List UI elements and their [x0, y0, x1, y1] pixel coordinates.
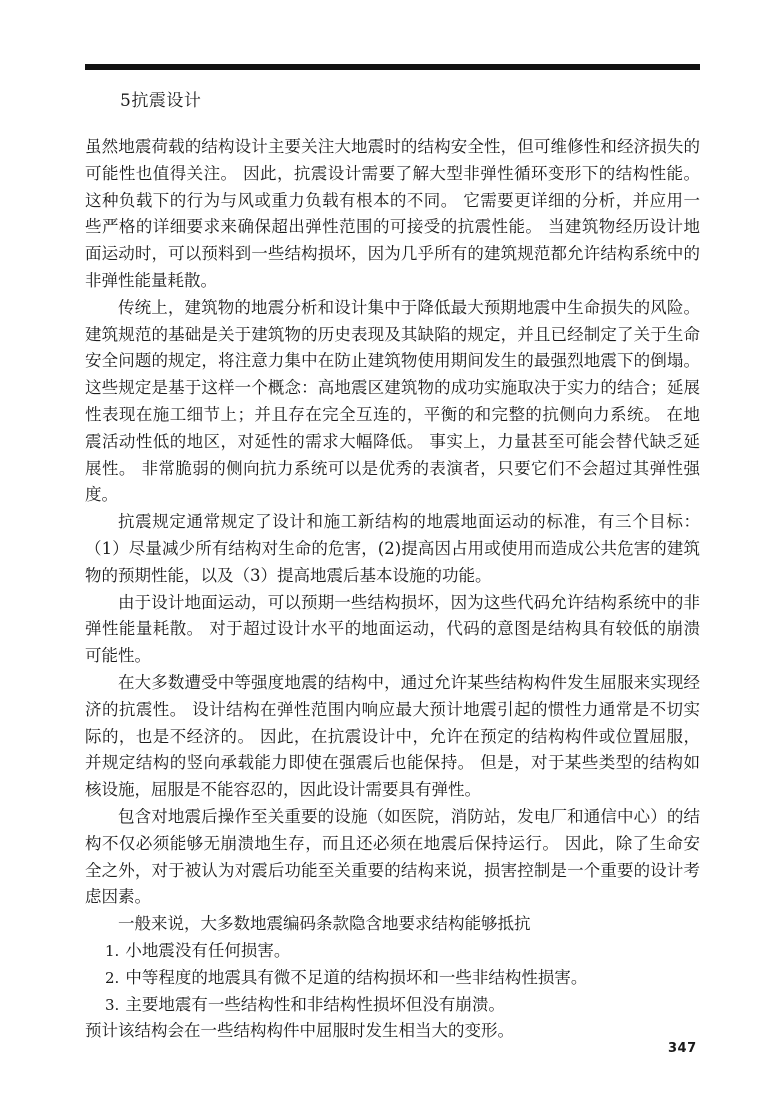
section-heading: 5抗震设计	[120, 91, 202, 111]
top-rule	[85, 64, 700, 70]
body-text	[85, 134, 700, 1045]
paragraph-6: 包含对地震后操作至关重要的设施（如医院，消防站，发电厂和通信中心）的结构不仅必须能够无崩溃地生存，而且还必须在地震后保持运行。 因此，除了生命安全之外，对于被认为对震后功能至关重要的结构来说，损害控制是一个重要的设计考虑因素。	[85, 806, 700, 907]
closing-paragraph: 预计该结构会在一些结构构件中屈服时发生相当大的变形。	[85, 1021, 514, 1041]
list-item	[105, 938, 700, 965]
page-number: 347	[668, 1041, 697, 1056]
list-item	[105, 965, 700, 992]
paragraph-7: 一般来说，大多数地震编码条款隐含地要求结构能够抵抗	[118, 914, 531, 934]
paragraph-4: 由于设计地面运动，可以预期一些结构损坏，因为这些代码允许结构系统中的非弹性能量耗散。 对于超过设计水平的地面运动，代码的意图是结构具有较低的崩溃可能性。	[85, 592, 700, 666]
paragraph-5: 在大多数遭受中等强度地震的结构中，通过允许某些结构构件发生屈服来实现经济的抗震性。 设计结构在弹性范围内响应最大预计地震引起的惯性力通常是不切实际的，也是不经济的。 因此，在抗震设计中，允许在预定的结构构件或位置屈服，并规定结构的竖向承载能力即使在强震后也能保持。 但是，对于某些类型的结构如核设施，屈服是不能容忍的，因此设计需要具有弹性。	[85, 672, 700, 800]
paragraph-3: 抗震规定通常规定了设计和施工新结构的地震地面运动的标准，有三个目标：（1）尽量减少所有结构对生命的危害，(2)提高因占用或使用而造成公共危害的建筑物的预期性能，以及（3）提高地震后基本设施的功能。	[85, 512, 700, 585]
list-item-text: 主要地震有一些结构性和非结构性损坏但没有崩溃。	[125, 994, 505, 1014]
paragraph-1: 虽然地震荷载的结构设计主要关注大地震时的结构安全性，但可维修性和经济损失的可能性也值得关注。 因此，抗震设计需要了解大型非弹性循环变形下的结构性能。 这种负载下的行为与风或重力负载有根本的不同。 它需要更详细的分析，并应用一些严格的详细要求来确保超出弹性范围的可接受的抗震性能。 当建筑物经历设计地面运动时，可以预料到一些结构损坏，因为几乎所有的建筑规范都允许结构系统中的非弹性能量耗散。	[85, 137, 700, 290]
list-item-number: 3.	[105, 995, 120, 1014]
list-item-text: 小地震没有任何损害。	[125, 940, 291, 960]
list-item-text: 中等程度的地震具有微不足道的结构损坏和一些非结构性损害。	[125, 967, 588, 987]
list-item-number: 2.	[105, 968, 120, 987]
list-item	[105, 992, 700, 1019]
list-item-number: 1.	[105, 941, 120, 960]
paragraph-2: 传统上，建筑物的地震分析和设计集中于降低最大预期地震中生命损失的风险。 建筑规范的基础是关于建筑物的历史表现及其缺陷的规定，并且已经制定了关于生命安全问题的规定，将注意力集中在防止建筑物使用期间发生的最强烈地震下的倒塌。 这些规定是基于这样一个概念：高地震区建筑物的成功实施取决于实力的结合；延展性表现在施工细节上；并且存在完全互连的，平衡的和完整的抗侧向力系统。 在地震活动性低的地区，对延性的需求大幅降低。 事实上，力量甚至可能会替代缺乏延展性。 非常脆弱的侧向抗力系统可以是优秀的表演者，只要它们不会超过其弹性强度。	[85, 297, 700, 505]
